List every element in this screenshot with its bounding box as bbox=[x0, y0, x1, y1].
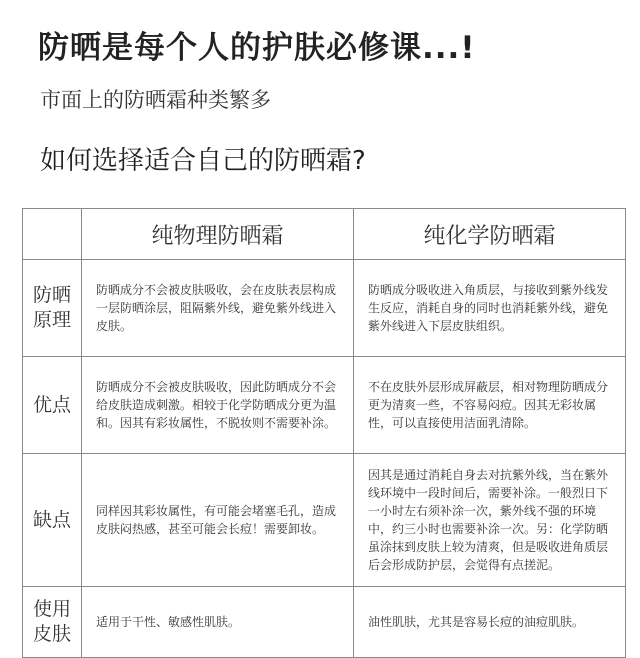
table-corner-cell bbox=[23, 209, 82, 260]
row-label-principle: 防晒原理 bbox=[23, 260, 82, 357]
row-label-cons: 缺点 bbox=[23, 454, 82, 587]
cell-chemical-principle: 防晒成分吸收进入角质层，与接收到紫外线发生反应，消耗自身的同时也消耗紫外线，避免紫外线进入下层皮肤组织。 bbox=[354, 260, 626, 357]
table-header-row bbox=[23, 209, 626, 260]
column-header-physical: 纯物理防晒霜 bbox=[82, 209, 354, 260]
cell-chemical-pros: 不在皮肤外层形成屏蔽层，相对物理防晒成分更为清爽一些，不容易闷痘。因其无彩妆属性，可以直接使用洁面乳清除。 bbox=[354, 357, 626, 454]
column-header-chemical: 纯化学防晒霜 bbox=[354, 209, 626, 260]
comparison-table bbox=[22, 208, 626, 658]
subtitle: 市面上的防晒霜种类繁多 bbox=[40, 88, 271, 112]
cell-chemical-cons: 因其是通过消耗自身去对抗紫外线，当在紫外线环境中一段时间后，需要补涂。一般烈日下一小时左右须补涂一次，紫外线不强的环境中，约三小时也需要补涂一次。另：化学防晒虽涂抹到皮肤上较为清爽，但是吸收进角质层后会形成防护层，会觉得有点搓泥。 bbox=[354, 454, 626, 587]
cell-physical-skin-type: 适用于干性、敏感性肌肤。 bbox=[82, 587, 354, 658]
table-row bbox=[23, 357, 626, 454]
question-heading: 如何选择适合自己的防晒霜? bbox=[40, 146, 366, 176]
cell-physical-pros: 防晒成分不会被皮肤吸收，因此防晒成分不会给皮肤造成刺激。相较于化学防晒成分更为温和。因其有彩妆属性，不脱妆则不需要补涂。 bbox=[82, 357, 354, 454]
row-label-skin-type: 使用皮肤 bbox=[23, 587, 82, 658]
table-row bbox=[23, 587, 626, 658]
row-label-pros: 优点 bbox=[23, 357, 82, 454]
cell-physical-cons: 同样因其彩妆属性，有可能会堵塞毛孔，造成皮肤闷热感，甚至可能会长痘！需要卸妆。 bbox=[82, 454, 354, 587]
cell-physical-principle: 防晒成分不会被皮肤吸收，会在皮肤表层构成一层防晒涂层，阻隔紫外线，避免紫外线进入皮肤。 bbox=[82, 260, 354, 357]
table-row bbox=[23, 260, 626, 357]
table-row bbox=[23, 454, 626, 587]
cell-chemical-skin-type: 油性肌肤，尤其是容易长痘的油痘肌肤。 bbox=[354, 587, 626, 658]
page-title: 防晒是每个人的护肤必修课...! bbox=[38, 30, 476, 66]
